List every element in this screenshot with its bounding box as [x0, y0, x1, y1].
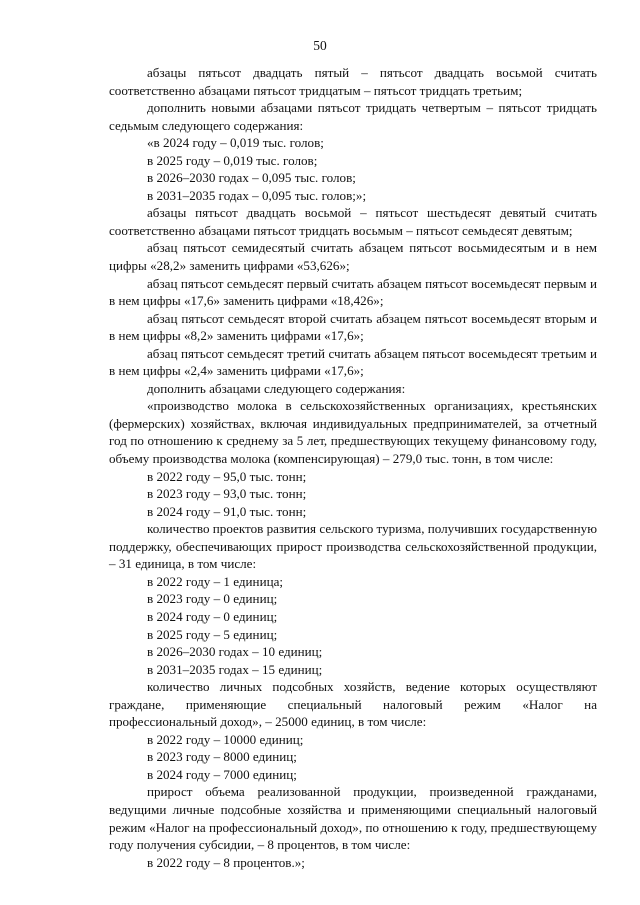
paragraph: дополнить абзацами следующего содержания:	[147, 380, 406, 396]
paragraph: абзацы пятьсот двадцать восьмой – пятьсот шестьдесят девятый считать соответственно абзацами пятьсот тридцать восьмым – пятьсот семьдесят девятым;	[109, 205, 597, 238]
paragraph: «в 2024 году – 0,019 тыс. голов;	[147, 135, 324, 151]
paragraph: в 2025 году – 0,019 тыс. голов;	[147, 152, 318, 168]
paragraph: абзац пятьсот семьдесят первый считать абзацем пятьсот восемьдесят первым и в нем цифры «17,6» заменить цифрами «18,426»;	[109, 275, 597, 309]
paragraph: дополнить новыми абзацами пятьсот тридцать четвертым – пятьсот тридцать седьмым следующего содержания:	[109, 100, 597, 133]
paragraph: абзац пятьсот семьдесят второй считать абзацем пятьсот восемьдесят вторым и в нем цифры «8,2» заменить цифрами «17,6»;	[109, 310, 597, 344]
paragraph: «производство молока в сельскохозяйственных организациях, крестьянских (фермерских) хозяйствах, включая индивидуальных предпринимателей, за отчетный год по отношению к среднему за 5 лет, предшествующих текущему финансовому году, объему производства молока (компенсирующая) – 279,0 тыс. тонн, в том числе:	[109, 398, 597, 467]
paragraph: в 2025 году – 5 единиц;	[147, 626, 278, 642]
document-body	[109, 64, 597, 871]
paragraph: в 2023 году – 0 единиц;	[147, 591, 278, 607]
paragraph: количество личных подсобных хозяйств, ведение которых осуществляют граждане, применяющие специальный налоговый режим «Налог на профессиональный доход», – 25000 единиц, в том числе:	[109, 679, 597, 730]
paragraph: прирост объема реализованной продукции, произведенной гражданами, ведущими личные подсобные хозяйства и применяющими специальный налоговый режим «Налог на профессиональный доход», по отношению к году, предшествующему году получения субсидии, – 8 процентов, в том числе:	[109, 784, 597, 853]
paragraph: в 2026–2030 годах – 0,095 тыс. голов;	[147, 170, 356, 186]
paragraph: в 2022 году – 8 процентов.»;	[147, 854, 305, 870]
paragraph: в 2022 году – 1 единица;	[147, 573, 284, 589]
paragraph: в 2024 году – 91,0 тыс. тонн;	[147, 503, 307, 519]
paragraph: количество проектов развития сельского туризма, получивших государственную поддержку, обеспечивающих прирост производства сельскохозяйственной продукции, – 31 единица, в том числе:	[109, 521, 597, 572]
paragraph: в 2023 году – 93,0 тыс. тонн;	[147, 486, 307, 502]
paragraph: в 2024 году – 0 единиц;	[147, 608, 278, 624]
paragraph: в 2023 году – 8000 единиц;	[147, 749, 297, 765]
paragraph: абзацы пятьсот двадцать пятый – пятьсот двадцать восьмой считать соответственно абзацами пятьсот тридцатым – пятьсот тридцать третьим;	[109, 65, 597, 98]
paragraph: в 2024 году – 7000 единиц;	[147, 766, 297, 782]
paragraph: в 2031–2035 годах – 0,095 тыс. голов;»;	[147, 187, 367, 203]
paragraph: в 2031–2035 годах – 15 единиц;	[147, 661, 323, 677]
page-number: 50	[313, 38, 327, 53]
paragraph: в 2022 году – 95,0 тыс. тонн;	[147, 468, 307, 484]
paragraph: абзац пятьсот семьдесят третий считать абзацем пятьсот восемьдесят третьим и в нем цифры «2,4» заменить цифрами «17,6»;	[109, 345, 597, 379]
paragraph: в 2026–2030 годах – 10 единиц;	[147, 644, 323, 660]
paragraph: в 2022 году – 10000 единиц;	[147, 731, 304, 747]
paragraph: абзац пятьсот семидесятый считать абзацем пятьсот восьмидесятым и в нем цифры «28,2» заменить цифрами «53,626»;	[109, 240, 597, 274]
